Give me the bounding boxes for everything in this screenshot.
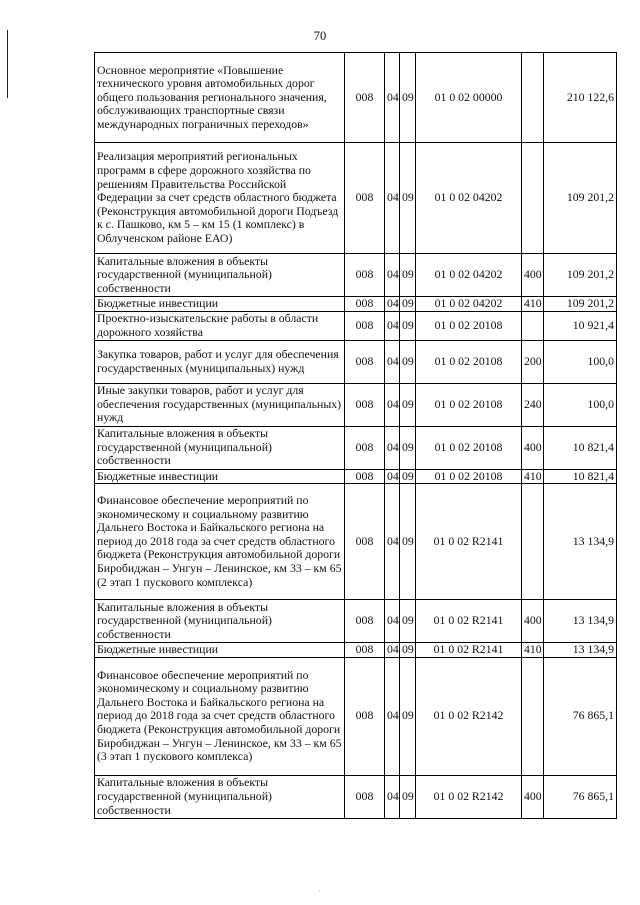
amount: 76 865,1 [544,657,617,775]
subsection-code: 09 [400,297,416,312]
table-row [95,484,617,600]
ministry-code: 008 [345,311,385,340]
row-name: Финансовое обеспечение мероприятий по экономическому и социальному развитию Дальнего Востока и Байкальского региона на период до 2018 года за счет средств областного бюджета (Реконструкция автомобильной дороги Биробиджан – Унгун – Ленинское, км 33 – км 65 (3 этап 1 пускового комплекса) [95,657,345,775]
target-code: 01 0 02 R2142 [416,775,522,818]
table-row [95,143,617,254]
section-code: 04 [385,311,400,340]
section-code: 04 [385,383,400,426]
page-number: 70 [313,29,327,43]
amount: 100,0 [544,340,617,383]
target-code: 01 0 02 20108 [416,426,522,469]
ministry-code: 008 [345,383,385,426]
row-name: Иные закупки товаров, работ и услуг для обеспечения государственных (муниципальных) нужд [95,383,345,426]
ministry-code: 008 [345,600,385,643]
ministry-code: 008 [345,53,385,143]
row-name: Бюджетные инвестиции [95,643,345,658]
section-code: 04 [385,254,400,297]
subsection-code: 09 [400,484,416,600]
amount: 10 821,4 [544,469,617,484]
subsection-code: 09 [400,254,416,297]
expense-kind-code: 410 [522,643,544,658]
expense-kind-code [522,143,544,254]
subsection-code: 09 [400,643,416,658]
target-code: 01 0 02 04202 [416,143,522,254]
ministry-code: 008 [345,643,385,658]
table-row [95,643,617,658]
target-code: 01 0 02 R2141 [416,600,522,643]
budget-table [94,52,617,819]
target-code: 01 0 02 20108 [416,383,522,426]
subsection-code: 09 [400,426,416,469]
table-row [95,340,617,383]
subsection-code: 09 [400,143,416,254]
expense-kind-code: 400 [522,775,544,818]
subsection-code: 09 [400,657,416,775]
table-row [95,600,617,643]
row-name: Бюджетные инвестиции [95,297,345,312]
subsection-code: 09 [400,600,416,643]
row-name: Бюджетные инвестиции [95,469,345,484]
amount: 109 201,2 [544,254,617,297]
subsection-code: 09 [400,775,416,818]
ministry-code: 008 [345,426,385,469]
amount: 13 134,9 [544,484,617,600]
table-row [95,383,617,426]
ministry-code: 008 [345,484,385,600]
subsection-code: 09 [400,383,416,426]
amount: 210 122,6 [544,53,617,143]
ministry-code: 008 [345,340,385,383]
amount: 13 134,9 [544,643,617,658]
target-code: 01 0 02 R2141 [416,643,522,658]
subsection-code: 09 [400,311,416,340]
expense-kind-code: 200 [522,340,544,383]
table-row [95,775,617,818]
expense-kind-code: 410 [522,469,544,484]
row-name: Проектно-изыскательские работы в области дорожного хозяйства [95,311,345,340]
target-code: 01 0 02 04202 [416,297,522,312]
ministry-code: 008 [345,297,385,312]
amount: 109 201,2 [544,297,617,312]
ministry-code: 008 [345,775,385,818]
table-row [95,297,617,312]
expense-kind-code [522,53,544,143]
section-code: 04 [385,426,400,469]
target-code: 01 0 02 04202 [416,254,522,297]
section-code: 04 [385,600,400,643]
section-code: 04 [385,469,400,484]
section-code: 04 [385,297,400,312]
amount: 10 821,4 [544,426,617,469]
expense-kind-code: 400 [522,254,544,297]
amount: 13 134,9 [544,600,617,643]
target-code: 01 0 02 20108 [416,340,522,383]
table-row [95,657,617,775]
subsection-code: 09 [400,53,416,143]
target-code: 01 0 02 20108 [416,469,522,484]
row-name: Капитальные вложения в объекты государственной (муниципальной) собственности [95,254,345,297]
subsection-code: 09 [400,340,416,383]
row-name: Капитальные вложения в объекты государственной (муниципальной) собственности [95,600,345,643]
table-row [95,469,617,484]
expense-kind-code: 240 [522,383,544,426]
scan-mark: · [318,887,321,896]
target-code: 01 0 02 R2141 [416,484,522,600]
section-code: 04 [385,340,400,383]
section-code: 04 [385,657,400,775]
section-code: 04 [385,484,400,600]
table-row [95,426,617,469]
ministry-code: 008 [345,469,385,484]
expense-kind-code [522,657,544,775]
table-row [95,311,617,340]
ministry-code: 008 [345,143,385,254]
row-name: Основное мероприятие «Повышение технического уровня автомобильных дорог общего пользования регионального значения, обслуживающих транспортные связи международных пограничных переходов» [95,53,345,143]
amount: 100,0 [544,383,617,426]
target-code: 01 0 02 R2142 [416,657,522,775]
row-name: Капитальные вложения в объекты государственной (муниципальной) собственности [95,775,345,818]
row-name: Капитальные вложения в объекты государственной (муниципальной) собственности [95,426,345,469]
section-code: 04 [385,143,400,254]
ministry-code: 008 [345,657,385,775]
expense-kind-code: 410 [522,297,544,312]
row-name: Закупка товаров, работ и услуг для обеспечения государственных (муниципальных) нужд [95,340,345,383]
ministry-code: 008 [345,254,385,297]
section-code: 04 [385,53,400,143]
amount: 76 865,1 [544,775,617,818]
section-code: 04 [385,643,400,658]
expense-kind-code: 400 [522,426,544,469]
table-row [95,53,617,143]
section-code: 04 [385,775,400,818]
subsection-code: 09 [400,469,416,484]
target-code: 01 0 02 00000 [416,53,522,143]
target-code: 01 0 02 20108 [416,311,522,340]
expense-kind-code [522,484,544,600]
expense-kind-code [522,311,544,340]
expense-kind-code: 400 [522,600,544,643]
table-row [95,254,617,297]
row-name: Финансовое обеспечение мероприятий по экономическому и социальному развитию Дальнего Востока и Байкальского региона на период до 2018 года за счет средств областного бюджета (Реконструкция автомобильной дороги Биробиджан – Унгун – Ленинское, км 33 – км 65 (2 этап 1 пускового комплекса) [95,484,345,600]
amount: 10 921,4 [544,311,617,340]
row-name: Реализация мероприятий региональных программ в сфере дорожного хозяйства по решениям Правительства Российской Федерации за счет средств областного бюджета (Реконструкция автомобильной дороги Подъезд к с. Пашково, км 5 – км 15 (1 комплекс) в Облученском районе ЕАО) [95,143,345,254]
amount: 109 201,2 [544,143,617,254]
